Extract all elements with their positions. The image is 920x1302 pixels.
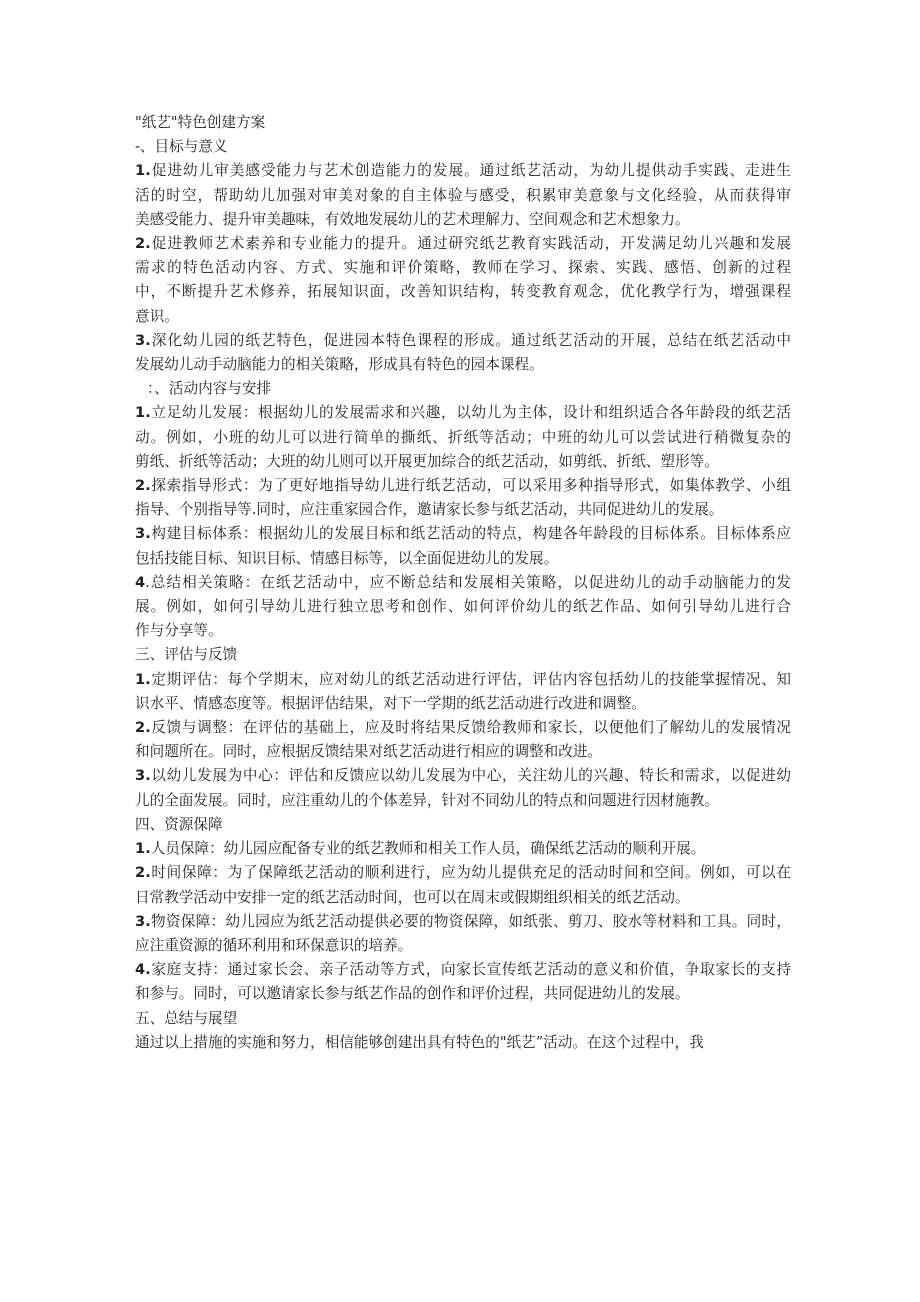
item-number: 4 (135, 573, 146, 591)
item-text: 美感受能力、提升审美趣味，有效地发展幼儿的艺术理解力、空间观念和艺术想象力。 (135, 210, 690, 228)
list-item-continuation (135, 256, 791, 280)
item-text: 展。例如，如何引导幼儿进行独立思考和创作、如何评价幼儿的纸艺作品、如何引导幼儿进行合 (135, 598, 791, 616)
item-text: 立足幼儿发展：根据幼儿的发展需求和兴趣，以幼儿为主体，设计和组织适合各年龄段的纸艺活 (150, 404, 791, 422)
item-text: 需求的特色活动内容、方式、实施和评价策略，教师在学习、探索、实践、感悟、创新的过程 (135, 259, 791, 277)
item-text: 作与分享等。 (135, 622, 223, 640)
item-number: 3. (135, 767, 151, 785)
item-text: 构建目标体系：根据幼儿的发展目标和纸艺活动的特点，构建各年龄段的目标体系。目标体系应 (150, 525, 791, 543)
list-item (135, 764, 791, 788)
item-text: 探索指导形式：为了更好地指导幼儿进行纸艺活动，可以采用多种指导形式，如集体教学、小组 (150, 477, 791, 495)
list-item-continuation (135, 353, 791, 377)
item-number: 3. (135, 525, 151, 543)
item-text: 动。例如，小班的幼儿可以进行简单的撕纸、折纸等活动；中班的幼儿可以尝试进行稍微复杂的 (135, 428, 791, 446)
item-text: 反馈与调整：在评估的基础上，应及时将结果反馈给教师和家长，以便他们了解幼儿的发展情况 (150, 719, 791, 737)
list-item-continuation (135, 789, 791, 813)
list-item (135, 571, 791, 595)
item-text: 通过以上措施的实施和努力，相信能够创建出具有特色的"纸艺”活动。在这个过程中，我 (135, 1033, 704, 1051)
list-item (135, 716, 791, 740)
item-number: 2. (135, 235, 151, 253)
item-text: 活的时空，帮助幼儿加强对审美对象的自主体验与感受，积累审美意象与文化经验，从而获得审 (135, 186, 791, 204)
list-item (135, 1031, 791, 1055)
item-number: 2. (135, 719, 151, 737)
item-text: 意识。 (135, 307, 179, 325)
list-item-continuation (135, 934, 791, 958)
list-item (135, 474, 791, 498)
item-number: 3. (135, 331, 151, 349)
list-item-continuation (135, 692, 791, 716)
list-item-continuation (135, 547, 791, 571)
list-item-continuation (135, 619, 791, 643)
item-text: 促进幼儿审美感受能力与艺术创造能力的发展。通过纸艺活动，为幼儿提供动手实践、走进生 (150, 162, 791, 180)
item-number: 1. (135, 162, 151, 180)
item-text: 促进教师艺术素养和专业能力的提升。通过研究纸艺教育实践活动，开发满足幼儿兴趣和发展 (150, 235, 791, 253)
item-text: 定期评估：每个学期末，应对幼儿的纸艺活动进行评估，评估内容包括幼儿的技能掌握情况、知 (150, 670, 791, 688)
list-item (135, 668, 791, 692)
list-item-continuation (135, 498, 791, 522)
list-item-continuation (135, 208, 791, 232)
item-number: 2. (135, 477, 151, 495)
list-item (135, 837, 791, 861)
section-heading: 三、评估与反馈 (135, 646, 238, 664)
list-item-continuation (135, 305, 791, 329)
list-item (135, 232, 791, 256)
item-number: 4. (135, 961, 151, 979)
list-item-continuation (135, 450, 791, 474)
item-text: 指导、个别指导等.同时，应注重家园合作，邀请家长参与纸艺活动，共同促进幼儿的发展。 (135, 501, 724, 519)
list-item-continuation (135, 982, 791, 1006)
item-text: 儿的全面发展。同时，应注重幼儿的个体差异，针对不同幼儿的特点和问题进行因材施教。 (135, 791, 719, 809)
item-text: 识水平、情感态度等。根据评估结果，对下一学期的纸艺活动进行改进和调整。 (135, 694, 646, 712)
item-text: .总结相关策略：在纸艺活动中，应不断总结和发展相关策略，以促进幼儿的动手动脑能力的发 (145, 573, 791, 591)
list-item-continuation (135, 595, 791, 619)
list-item-continuation (135, 886, 791, 910)
item-text: 人员保障：幼儿园应配备专业的纸艺教师和相关工作人员，确保纸艺活动的顺利开展。 (150, 840, 706, 858)
item-text: 和参与。同时，可以邀请家长参与纸艺作品的创作和评价过程，共同促进幼儿的发展。 (135, 985, 690, 1003)
item-text: 和问题所在。同时，应根据反馈结果对纸艺活动进行相应的调整和改进。 (135, 743, 603, 761)
list-item-continuation (135, 426, 791, 450)
item-text: 发展幼儿动手动脑能力的相关策略，形成具有特色的园本课程。 (135, 356, 544, 374)
item-text: 中，不断提升艺术修养，拓展知识面，改善知识结构，转变教育观念，优化教学行为，增强课程 (135, 283, 791, 301)
document-title: "纸艺"特色创建方案 (135, 114, 266, 131)
item-text: 物资保障：幼儿园应为纸艺活动提供必要的物资保障，如纸张、剪刀、胶水等材料和工具。同时， (150, 912, 791, 930)
item-text: 包括技能目标、知识目标、情感目标等，以全面促进幼儿的发展。 (135, 549, 559, 567)
list-item-continuation (135, 184, 791, 208)
item-number: 2. (135, 864, 151, 882)
item-number: 1. (135, 670, 151, 688)
list-item (135, 522, 791, 546)
item-number: 1. (135, 840, 151, 858)
list-item (135, 329, 791, 353)
item-text: 家庭支持：通过家长会、亲子活动等方式，向家长宣传纸艺活动的意义和价值，争取家长的支持 (150, 961, 791, 979)
list-item (135, 401, 791, 425)
item-text: 以幼儿发展为中心：评估和反馈应以幼儿发展为中心，关注幼儿的兴趣、特长和需求，以促进幼 (150, 767, 791, 785)
section-heading: 五、总结与展望 (135, 1009, 238, 1027)
section-heading: 四、资源保障 (135, 815, 223, 833)
list-item (135, 910, 791, 934)
list-item (135, 861, 791, 885)
item-number: 3. (135, 912, 151, 930)
section-heading: -、目标与意义 (135, 138, 228, 156)
list-item-continuation (135, 280, 791, 304)
list-item (135, 958, 791, 982)
item-text: 时间保障：为了保障纸艺活动的顺利进行，应为幼儿提供充足的活动时间和空间。例如，可以在 (150, 864, 791, 882)
item-text: 深化幼儿园的纸艺特色，促进园本特色课程的形成。通过纸艺活动的开展，总结在纸艺活动中 (150, 331, 791, 349)
section-heading: ：、活动内容与安排 (147, 380, 272, 398)
item-number: 1. (135, 404, 151, 422)
document-body (135, 111, 791, 1055)
item-text: 日常教学活动中安排一定的纸艺活动时间，也可以在周末或假期组织相关的纸艺活动。 (135, 888, 690, 906)
item-text: 剪纸、折纸等活动；大班的幼儿则可以开展更加综合的纸艺活动，如剪纸、折纸、塑形等。 (135, 452, 719, 470)
list-item-continuation (135, 740, 791, 764)
item-text: 应注重资源的循环利用和环保意识的培养。 (135, 936, 413, 954)
list-item (135, 159, 791, 183)
